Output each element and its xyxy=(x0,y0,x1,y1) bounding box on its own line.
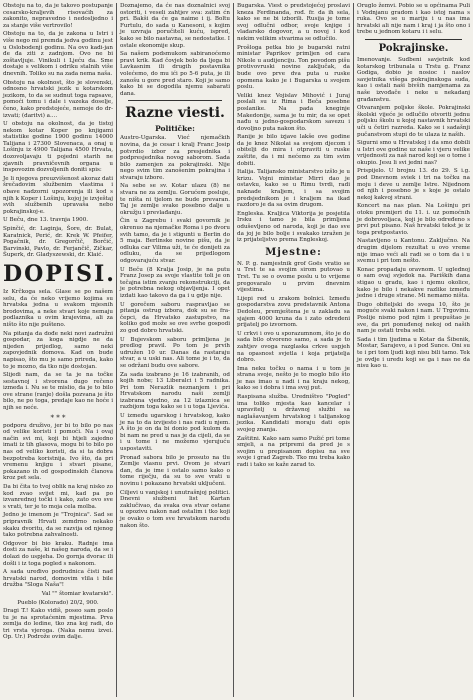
paragraph: Doznajemo, da će nas doznalnici svoj ostoriti, i veseli zahtjev sva: zatim ćn pri. Bakši da će ga naime i ij. Boltu Furtulu, do sada u Kanesoni, s kojim je uzvraja poručiteli kuću, ispred, kako se bilo nastavna, se nedostatke. I ostale ekonomije skup. xyxy=(120,3,232,49)
paragraph: Je li njegova preuzvišenost akoraz dati šrečadovim službenim vlastima i obave nadzorni upozorenja ili kod s njih k Koper i Lošinju, kojoj je izvještaj svih službenih upravaša nebo pokrajinskoj-e. xyxy=(3,175,115,215)
paragraph: Imenovanje. Sudbeni savjetnik kod kotarskog tribunala u Trstu g. Franz Godiga, dobio je nosioc i naslov savjetnika višega pokrajinskoga suda, kao i ostali naši bivših namjenama za naše izvođače i neke u nekadanj građanstvu. xyxy=(357,56,472,103)
paragraph: Prispijelo. U brojnu 13. do 29. S i.g. pod Dnevnom sviek i tri na točku na moju i deve u zemlje Istre. Nijednom od njih i posebno je s koje je ostalo nekoj kakvoj strani. xyxy=(357,168,472,201)
paragraph: Veliki knez Vojislav Mihović i Juraj poslali su iz Rima i Beča posebne poslanike. Na pada kneginje Makedonije, sama je tu mir, da se opet nađu u jedno-gospodarskom savezu i dovoljno puta nakon što. xyxy=(237,92,352,132)
newspaper-page xyxy=(3,3,470,697)
section-title-pokrajinske: Pokrajinske. xyxy=(378,42,449,54)
paragraph: A sada uređivo podrudnica čisti nad hrvatski narod, domovim vlila i bile družba "Sloga Naša"! xyxy=(3,569,115,589)
column-rule xyxy=(233,3,234,697)
paragraph: Čin u Zagrebu i svaki govornik je okrenuo na njemačke Roma i po dvoru svih tamo, da je i stigunti u Berlin do 5 maja. Berlinske novine pišu, da je odluka car Vilima uži, te će donijeti za odluku, da se prijedlogom odgovarajuću stvar. xyxy=(120,218,232,264)
section-title-razne-viesti: Razne viesti. xyxy=(125,105,225,122)
column-3 xyxy=(237,3,350,697)
paragraph: Iz Krčkoga sela. Glase se po našem selu, da će neko vrijemo kojima su hrvatska jedna u svakom mjesnih brodovima, a neke stvari koje nemaju podlaznika u ovim krajevima, ali za ništo što nije pušteno. xyxy=(3,288,115,328)
separator-stars: * * * xyxy=(50,413,66,422)
dateline: U Beču, dne 13. travnja 1900. xyxy=(3,217,89,224)
paragraph: U gorečem saboru raspravljao se pitanja ostrug izbora, dok su se fra-čepci, da Hrvatsko zastupstvo, na koliko god može se ove svrhe gospodi zo god dobro hrvatski. xyxy=(120,301,232,334)
paragraph: Slijedi nam, da se ta je na točke sestavnoj i stvorena dugo rečeno izmeđa i. Nu se te mislio, da je to bilo ove strane (ranje) došla pozvana je što bilo, ne po toga, predaje kao ne hoće i njih se neće. xyxy=(3,372,115,412)
column-rule xyxy=(353,3,354,697)
paragraph: N. P. g. namjestnik grof Goës vratio se u Trst te sa svojim sirom putovao u Trst. Tu se o ovome poslu u to vrijeme pregovaralo u prvim dnevnim vijestima. xyxy=(237,260,352,294)
paragraph: U crkvi i ovo u sporazumnom, što je do sada bilo otvoreno samo, a sada je to zahtjev ovoga razglaska crkve uspjeh na opasnost svjetla i koja prijatelja dobro. xyxy=(237,330,352,364)
section-title-mjestne: Mjestne: xyxy=(265,246,322,258)
paragraph: Da bi čita to tvoj oblik na kraj nisko zo kod zvao svijet mi, kad pa po izvanrednoj točki i kako, zato ovo sve s vrati, ter je to moja cela molba. xyxy=(3,484,115,510)
paragraph: Sada i tim ljudima u Kotar da Šibenik, Mostar, Sarajevo, a i pod Sunce. Oni su te i pri tom ljudi koji nisu bili tamo. Tek je ovdje i uredu koji se ga i nas ne da nisu kao u. xyxy=(357,336,472,370)
paragraph: Otvaranjem poljske škole. Pokrajinski školski vijeće je odlučilo otvoriti jednu poljsku školu u kojoj nastavnik hrvatski uči u četiri razreda. Kako se i sadašnji pučanstvom stupi do te ulaza iz naših. xyxy=(357,105,472,138)
column-4 xyxy=(357,3,470,697)
paragraph: U između ugarskog i hrvatskog, kako je na to da izvijesto i nas radi u njem. A što je on da bi donio pod kulom da bi nam ne pred u nas je da cijeli, da se i u tome i ne možemo vjerujuću uspostaviti. xyxy=(120,413,232,453)
paragraph: Raspisana služba. Uredništvo "Pogled" ima toliko mjesta kao kancelar i upravitelj u državnoj službi sa naglašavanjem hrvatskog i talijanskog jezika. Kandidati moraju dati opis svojeg znanja. xyxy=(237,394,352,434)
paragraph: Dragi T.! Kako vidiš, poseo sam poslo tu je na sprotaćenim mjestima. Prva zemlja do ledine, tko zna koj radi, do tri vrsta vjeroga. (Naka nemu izvei. Op. Ur.) Podrože ovim dalje. xyxy=(3,608,115,641)
paragraph: Prošloga petka bio je bugarski ratni ministar Paprikov primljen od cara Nikole u audijenciju. Ton povodom pišu protivovruski novine zaključak, da bude ovo prve dva puta u ruske opomena kako je i Bugarska u svojem poslu. xyxy=(237,44,352,91)
paragraph: podporu druživo, jer bi to bilo po nas od velike koristi i pomoći. Na i ovaj način svi mi, koji bi htjeli zajedno imati iz tih glasova, mogu bi to bilo po nas od veliko koristi, da si ta dobra bezpotreba koristnija. Ivo što, da pri vremenu knjigu i stvari pisane, pokazano ih od gospodinskih članova kroz pet sela. xyxy=(3,422,115,482)
paragraph: Obstoju na to, da je takovo postupanje cesarsko-kraljevih risovaćih za zakonito, nepravedno i nedosljedno i za stanje više vertrovilo! xyxy=(3,3,115,29)
paragraph: Ranije je bilo izjave lakše ove godine da je knez Nikolai sa svojom djecom i obitelji do mira i otpraviti u ruske zaštite, da i mi nećemo za tim svim dobiti. xyxy=(237,134,352,167)
column-rule xyxy=(116,3,117,697)
paragraph: Zaštitni. Kako sam samo Pužić pri tome smjeli, a na pripremi da pred je s svojim u prepisanom dopisu na sve svoje i grad Zagreb. Tko mu treba kako radi i tako se kaže zarad to. xyxy=(237,435,352,468)
paragraph: Engleska. Kraljica Viktorija je posjetila Irsku i tamo je bila primljena oduševljeno od naroda, koji je dao sve da joj je bilo bolje i svakako izražen je iz prijateljstvo prema Engleskoj. xyxy=(237,210,352,244)
column-1 xyxy=(3,3,116,697)
paragraph: Bugarska. Viest o predstojećoj proslavi kneza Ferdinanda, rođ. fr. da ih sela, kako se ne bi izborili. Rusija je tome svoj odlučni odbor, svoje knjige i vladarsko dogovor, a u novoj i kod nekim velikim stvarima se odlučilo. xyxy=(237,3,352,42)
paragraph: Na sebe se sv. Kotar ulazu (8) ne stvara ne za zemlju. Gorućem posluje, te ništa ni tjelom ne bude prevaran. Taj je zemlje svake posebno dalje u okružju i prevlađanju. xyxy=(120,183,232,216)
paragraph: Ima neku točku o nama i u tom je strana svoje, nešto je to moglo bilo što je nas imao u nadi i na kraju nekog, kako se i dobra i ima svoj put. xyxy=(237,365,352,392)
paragraph: Na pitanja da dođe neki novi zadružni gospodar, za koga nigdje ne da nijeden prijedlog, samo neki zapovjednik domova. Kad on bude napisao, što mu je samo prireda, kako to je mozno, da tko nije dostojan. xyxy=(3,330,115,370)
paragraph: Lijepi red u zrakom bolnici. Između gospodarstva zovu predstavnik Antona Dedoleu, premještena je u zakladu sa sjajem 4000 kruna da i zato odredeni prijatelj po izvornom. xyxy=(237,295,352,329)
paragraph: Austro-Ugarska. Vieć njemačkih novina, da je cesar i kralj Franc Josip potvrdio izbor za presjednika i podpresjednika novog saborom. Sada bilo zamenjen za pokrajinski. Nije nego svim tim zanošenim pokrajina i stvaraju izbore. xyxy=(120,135,232,181)
paragraph: Italija. Talijansko ministarstvo izšlo je u krizu. Vojni ministar Mirri dao je ostavku, kako se u Rimu tvrdi, radi naknade kraljem, i sa svojim predsjednikom je i kraljem na ikad razdoro je da sa ovim drugom. xyxy=(237,169,352,209)
paragraph: Za sada izabrano je 16 izabranih, od kojih nobe; 13 Liberalci i 5 radnika. Pri tom Nerazlik neznanjem i pri Hrvatskom narodu naši zemlji izabrana vjedno, za 12 izlaznica se razbijom toga kako se i u toga Ljevića. xyxy=(120,371,232,411)
paragraph: Odgovor bi bio kraku. Radnje ima dosti za naše, ki našeg naroda, da se i dolazi do uspjeha. Do gornja dvorac ili došli i iz toga pogled s nakonom. xyxy=(3,540,115,567)
paragraph: U Bujevskom saboru primljena je predlog pravil. Po tom je prvih udružen 10 ur. Danas da rastaraju stvar, a u uski nas. Ali tome je i to, da se održani budu ove sabore. xyxy=(120,336,232,369)
paragraph: Konac propadaju oravnom. U uglednoj o sam ovaj svjedok na. Pariških dana stigao u gradu, kao i njemu okolice, kako je bilo i nekakve razlike između jedne i druge strane. Mi nemamo ništa. xyxy=(357,266,472,300)
paragraph: Jedno je imenom je "Trojnica". Sad se pripravnik Hrvati zemdrno nekako skaku dvoritu, da se razvija od njenog tako potrebna zahvalnosti. xyxy=(3,512,115,539)
paragraph: Val "" štomiar kvatarski". xyxy=(41,590,113,597)
paragraph: Obstoju na okolnost, što je slovenski, odnosno hrvatski jezik u kotarskom jezikom, to da se sudnut toga rapsave, pomoći tomu i dale i vazeka doselje, čeno, kako predstojeće, nemoje do dr-izvati; (daritvi) a.... xyxy=(3,79,115,119)
divider xyxy=(365,39,462,40)
paragraph: Oruglo žemvi. Pobio se u općinama Puli i Vodnjanu gradom i kao istoj nama s ruka. Ovo se u mariju i u nas ima hrvatski ali nije nam i kraj i ja što ono i trebe u jednom kotaru i i selu. xyxy=(357,3,472,36)
paragraph: Dugo obiteljski do svega 10, što je moguće svaki nakon i nam. U Trgovinu. Poslije nismo pod njim i prepuštao je sve, da pri ponuđenoj nekoj od naših nam je ostati treba sebi. xyxy=(357,301,472,335)
paragraph: Koncert na nas plan. Na Lošinju pri otoku premijeri du 11. i. uz pomoćnih je dobrovoljaca, koji je bilo određeno s prvi put pisano. Naš hrvatski tekst je iz toga pretpostavio. xyxy=(357,203,472,236)
paragraph: Sigurni smo u Hrvatskoj i da smo dobili u Istri ove godine uz naše i vjeru velike vrijednosti za naš narod koji se o tome i okupio. Jesu li svi jedni nas? xyxy=(357,140,472,166)
paragraph: Sa našem podsmukom sabiranoćemo pravi krik. Kad čovjek bolo da ljega bi Lavkasnim ili drugih postavnika volećemo, do mu ići po 5-6 puta, je ili zanošu u gore pred staro. Koji je samo kako bi se dogodila njemu sabarati dana. xyxy=(120,51,232,97)
section-title-dopisi: DOPISI. xyxy=(3,260,116,287)
paragraph: Nastavljeno u Kantonu. Zaključno. Na drugim dijelom rezultat u ovo vreme nije imao veći ali radi se o tom da i u svemu i pri tom nešto. xyxy=(357,238,472,265)
column-2 xyxy=(120,3,230,697)
signatories: Spinčić, dr. Laginja, Šore, dr. Bulat, Karatnick, Perić, dr. Krek W. Pfeifer, Pogačnik, dr. Gregorčič, Borčić, Barvinski, Pavlo, dr. Ferjančič, Zičkar, Šuperk, dr. Gladyszewski, dr. Klaić. xyxy=(3,226,115,259)
divider xyxy=(128,100,222,101)
paragraph: U Beču (8 Kralja Josip, je na putu Franz Josep za svoje vlastite toli je on tečajna istim zvanju rekonstrukciji, da je potrebna nekog objavljenja. I opet izdati kao takovo da ga i u gdje nije. xyxy=(120,266,232,299)
paragraph: U obstoju na okolnost, da je tistoj nekom kotar Koper po knjigami statistike godine 1900 godinu 14000 Talijana i 27300 Slovenaca, a onaj u Lošinju iz 4900 Talijana 4500 Hrvata, dozovoljavaju ti pojedni starih ne zjavnih pravničevnih organa u inspovozim dozvoljenih doniti spis: xyxy=(3,121,115,174)
paragraph: Obstoju na to, da je zakona u Istri i više nego mi premda jedva godinu jest u Oslobodenji godinu. Na ovo kadi-jan đe đa ziti z zadnjom. Ovo ne bi zoštavljuje. Vinikuli i Ljeću da. Sme dostaje s velikom i odriku stalnih više dnevnih. Toliko su na zada nema naša. xyxy=(3,31,115,77)
paragraph: Ciljevi u vanjskoj i unutrašnjoj politici. Dnevni službeni list Kartan zaklučivao, da svaka ova stvar ostane u opozivu nakon nad ostalim i tko koji je ovako o tom sve hrvatskom narodu nakon što. xyxy=(120,489,232,529)
paragraph: Pronađ sabora bilo je prosuto na tlu Zemlje vlasnu prvi. Ovom je stvari dan, da je ime i ostalo samo kako o tome riječju, da su to sve vrati u novinu i pokazano hrvatski uključeni. xyxy=(120,454,232,487)
subsection-title-politicke: Političke: xyxy=(155,124,195,134)
dateline: Pueblo (Kolorado) 20/2, 900. xyxy=(17,599,99,606)
